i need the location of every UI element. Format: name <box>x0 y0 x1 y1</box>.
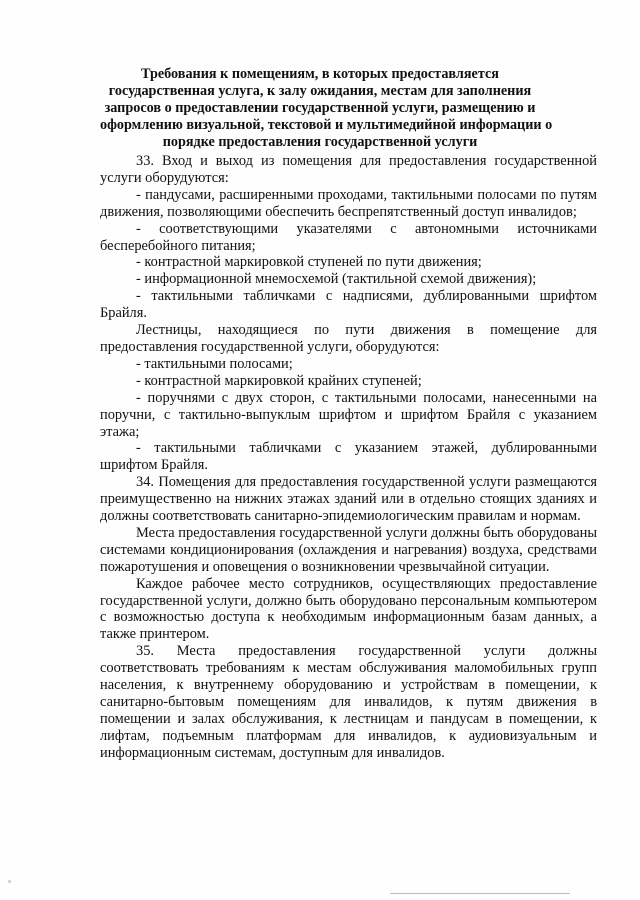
list-item-handrails: - поручнями с двух сторон, с тактильными полосами, нанесенными на поручни, с тактильно-выпуклым шрифтом и шрифтом Брайля с указанием этажа; <box>100 389 597 440</box>
list-item-tactile-strips: - тактильными полосами; <box>136 355 293 372</box>
list-item-edge-steps: - контрастной маркировкой крайних ступеней; <box>136 372 422 389</box>
heading-line: порядке предоставления государственной услуги <box>162 134 478 150</box>
list-item-step-marking: - контрастной маркировкой ступеней по пути движения; <box>136 254 482 271</box>
heading-line: запросов о предоставлении государственной услуги, размещению и <box>104 100 536 116</box>
paragraph-stairs: Лестницы, находящиеся по пути движения в помещение для предоставления государственной услуги, оборудуются: <box>100 322 597 355</box>
list-item-signs: - соответствующими указателями с автономными источниками бесперебойного питания; <box>100 220 597 254</box>
paragraph-34-premises: 34. Помещения для предоставления государственной услуги размещаются преимущественно на нижних этажах зданий или в отдельно стоящих зданиях и должны соответствовать санитарно-эпидемиологическим правилам и нормам. <box>100 474 597 525</box>
paragraph-climate-safety: Места предоставления государственной услуги должны быть оборудованы системами кондиционирования (охлаждения и нагревания) воздуха, средствами пожаротушения и оповещения о возникновении чрезвычайной ситуации. <box>100 524 597 575</box>
paragraph-workplace: Каждое рабочее место сотрудников, осуществляющих предоставление государственной услуги, должно быть оборудовано персональным компьютером с возможностью доступа к необходимым информационным базам данных, а также принтером. <box>100 575 597 643</box>
paragraph-33-entrance: 33. Вход и выход из помещения для предоставления государственной услуги оборудуются: <box>100 153 597 186</box>
scan-artifact <box>8 880 11 883</box>
heading-line: государственная услуга, к залу ожидания, местам для заполнения <box>108 83 532 99</box>
list-item-ramps: - пандусами, расширенными проходами, тактильными полосами по путям движения, позволяющими обеспечить беспрепятственный доступ инвалидов; <box>100 186 597 220</box>
list-item-mnemonic-scheme: - информационной мнемосхемой (тактильной схемой движения); <box>136 271 537 288</box>
paragraph-35-accessibility: 35. Места предоставления государственной услуги должны соответствовать требованиям к местам обслуживания маломобильных групп населения, к внутреннему оборудованию и устройствам в помещении, к санитарно-бытовым помещениям для инвалидов, к путям движения в помещении и залах обслуживания, к лестницам и пандусам в помещении, к лифтам, подъемным платформам для инвалидов, к аудиовизуальным и информационным системам, доступным для инвалидов. <box>100 643 597 761</box>
list-item-floor-plates: - тактильными табличками с указанием этажей, дублированными шрифтом Брайля. <box>100 440 597 474</box>
heading-line: Требования к помещениям, в которых предоставляется <box>141 66 499 82</box>
list-item-tactile-plates: - тактильными табличками с надписями, дублированными шрифтом Брайля. <box>100 288 597 322</box>
document-body <box>100 153 597 762</box>
heading-line: оформлению визуальной, текстовой и мультимедийной информации о <box>100 117 553 133</box>
footer-rule <box>390 893 570 894</box>
section-heading <box>100 66 553 151</box>
